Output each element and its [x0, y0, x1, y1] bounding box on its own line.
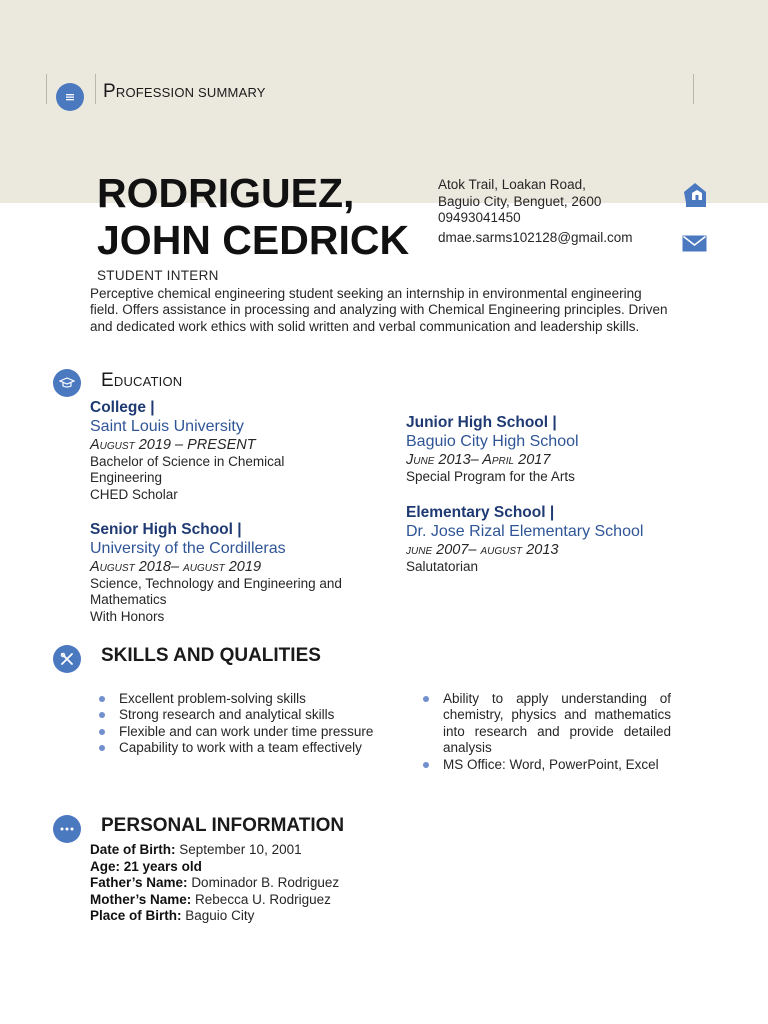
info-value: Rebecca U. Rodriguez	[195, 891, 331, 907]
education-level: Senior High School |	[90, 521, 242, 538]
education-level: Elementary School |	[406, 504, 555, 521]
list-item: Flexible and can work under time pressure	[90, 724, 377, 740]
education-junior-high	[406, 413, 696, 485]
contact-block	[438, 177, 633, 246]
phone: 09493041450	[438, 210, 521, 225]
personal-heading: PERSONAL INFORMATION	[101, 815, 345, 836]
candidate-name	[97, 170, 409, 264]
info-value: 21 years old	[123, 858, 202, 874]
summary-text: Perceptive chemical engineering student seeking an internship in environmental engineering field. Offers assistance in processing and analyzing with Chemical Engineering principles. Driven and dedicated work ethics with solid written and verbal communication and leadership skills.	[90, 286, 668, 334]
more-dots-icon	[53, 815, 81, 843]
education-level: Junior High School |	[406, 414, 557, 431]
education-school: Saint Louis University	[90, 418, 244, 435]
education-note: Science, Technology and Engineering and	[90, 576, 342, 591]
education-note: Mathematics	[90, 592, 167, 608]
address-line-1: Atok Trail, Loakan Road,	[438, 177, 586, 192]
list-item: Capability to work with a team effectively	[90, 740, 377, 756]
education-note: CHED Scholar	[90, 486, 178, 502]
list-item: Ability to apply understanding of chemistry, physics and mathematics into research and provide detailed analysis	[414, 691, 671, 757]
education-school: University of the Cordilleras	[90, 540, 286, 557]
info-row	[90, 842, 339, 859]
education-senior-high	[90, 520, 380, 625]
info-label: Age:	[90, 858, 120, 874]
info-label: Father’s Name:	[90, 875, 188, 890]
list-item: Excellent problem-solving skills	[90, 691, 377, 707]
info-row	[90, 859, 339, 876]
home-icon	[683, 182, 707, 208]
list-icon	[56, 83, 84, 111]
info-row	[90, 908, 339, 925]
education-heading: EDUCATION	[101, 370, 183, 391]
info-row	[90, 875, 339, 892]
education-note: With Honors	[90, 608, 165, 624]
education-note: Special Program for the Arts	[406, 469, 575, 484]
graduation-cap-icon	[53, 369, 81, 397]
education-college	[90, 398, 380, 503]
education-school: Baguio City High School	[406, 433, 579, 450]
education-dates: August 2019 – PRESENT	[90, 437, 256, 453]
divider-mid	[95, 74, 96, 104]
divider-left	[46, 74, 47, 104]
info-value: Dominador B. Rodriguez	[191, 875, 340, 890]
education-level: College |	[90, 399, 155, 416]
info-label: Mother’s Name:	[90, 891, 192, 907]
education-note: Salutatorian	[406, 559, 479, 574]
summary-heading: PROFESSION SUMMARY	[103, 81, 266, 102]
address-line-2: Baguio City, Benguet, 2600	[438, 193, 602, 209]
info-label: Date of Birth:	[90, 842, 176, 857]
mail-icon	[682, 235, 707, 252]
skills-list-left	[90, 691, 377, 757]
education-note: Engineering	[90, 470, 163, 486]
email: dmae.sarms102128@gmail.com	[438, 229, 633, 245]
education-dates: June 2013– April 2017	[406, 452, 551, 468]
info-value: Baguio City	[185, 908, 255, 923]
skills-list-right	[414, 691, 671, 773]
tools-icon	[53, 645, 81, 673]
divider-right	[693, 74, 694, 104]
education-note: Bachelor of Science in Chemical	[90, 454, 285, 469]
info-label: Place of Birth:	[90, 908, 182, 923]
education-dates: August 2018– august 2019	[90, 559, 262, 575]
name-line-1: RODRIGUEZ,	[97, 170, 355, 216]
list-item: Strong research and analytical skills	[90, 707, 377, 723]
name-line-2: JOHN CEDRICK	[97, 217, 410, 263]
list-item: MS Office: Word, PowerPoint, Excel	[414, 757, 671, 773]
info-value: September 10, 2001	[179, 842, 302, 857]
role-title: STUDENT INTERN	[97, 268, 219, 283]
education-dates: june 2007– august 2013	[406, 542, 559, 558]
personal-info	[90, 842, 339, 925]
education-school: Dr. Jose Rizal Elementary School	[406, 523, 644, 540]
education-elementary	[406, 503, 696, 575]
skills-heading: SKILLS AND QUALITIES	[101, 645, 321, 666]
info-row	[90, 892, 339, 909]
